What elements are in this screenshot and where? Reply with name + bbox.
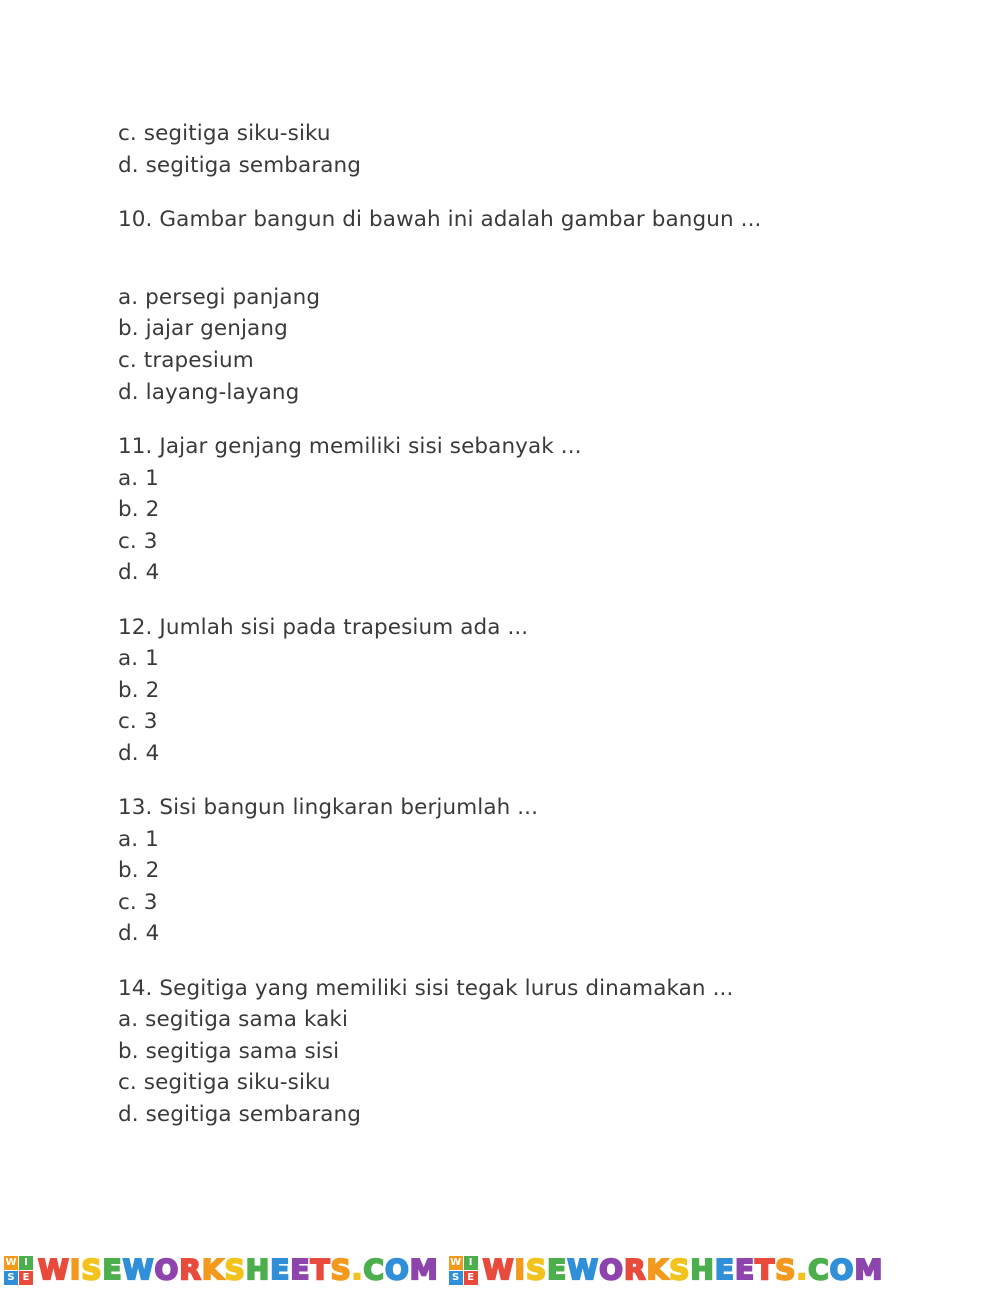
wordmark-letter: M [854, 1253, 884, 1286]
option-q10-d: d. layang-layang [118, 380, 300, 405]
wordmark-letter: E [714, 1253, 735, 1286]
question-10: 10. Gambar bangun di bawah ini adalah gambar bangun ... [118, 207, 762, 232]
option-q13-a: a. 1 [118, 827, 159, 852]
logo-tile: E [19, 1271, 33, 1285]
question-12: 12. Jumlah sisi pada trapesium ada ... [118, 615, 529, 640]
option-q11-b: b. 2 [118, 497, 160, 522]
option-q12-b: b. 2 [118, 678, 160, 703]
wordmark-letter: C [363, 1253, 385, 1286]
wordmark-letter: E [547, 1253, 568, 1286]
wordmark-letter: I [69, 1253, 82, 1286]
wordmark-letter: K [201, 1253, 225, 1286]
option-q13-c: c. 3 [118, 890, 158, 915]
wordmark-letter: I [514, 1253, 526, 1286]
brand-wordmark [38, 1253, 439, 1286]
option-q14-b: b. segitiga sama sisi [118, 1039, 340, 1064]
option-q9-d: d. segitiga sembarang [118, 153, 362, 178]
option-q12-a: a. 1 [118, 646, 159, 671]
brand-group [4, 1253, 439, 1286]
option-q13-d: d. 4 [118, 921, 160, 946]
option-q10-a: a. persegi panjang [118, 285, 321, 310]
brand-wordmark [482, 1253, 884, 1286]
logo-tile: S [4, 1271, 18, 1285]
wordmark-letter: S [224, 1253, 246, 1286]
wordmark-letter: T [755, 1253, 776, 1286]
wordmark-letter: H [245, 1253, 271, 1286]
wordmark-letter: E [270, 1253, 291, 1286]
option-q12-d: d. 4 [118, 741, 160, 766]
wordmark-letter: W [122, 1253, 155, 1286]
option-q10-c: c. trapesium [118, 348, 254, 373]
wordmark-letter: R [179, 1253, 202, 1286]
option-q14-d: d. segitiga sembarang [118, 1102, 362, 1127]
option-q14-c: c. segitiga siku-siku [118, 1070, 331, 1095]
option-q11-d: d. 4 [118, 560, 160, 585]
wordmark-letter: M [409, 1253, 439, 1286]
question-11: 11. Jajar genjang memiliki sisi sebanyak ... [118, 434, 582, 459]
wordmark-letter: O [154, 1253, 180, 1286]
option-q10-b: b. jajar genjang [118, 316, 288, 341]
question-13: 13. Sisi bangun lingkaran berjumlah ... [118, 795, 539, 820]
wordmark-letter: W [567, 1253, 600, 1286]
wordmark-letter: C [808, 1253, 830, 1286]
wordmark-letter: K [646, 1253, 670, 1286]
wordmark-letter: . [351, 1253, 364, 1286]
wordmark-letter: E [290, 1253, 311, 1286]
wordmark-letter: E [735, 1253, 756, 1286]
wordmark-letter: R [623, 1253, 647, 1286]
brand-group [449, 1253, 884, 1286]
brand-logo-icon [4, 1256, 33, 1285]
option-q11-c: c. 3 [118, 529, 158, 554]
logo-tile: W [450, 1256, 462, 1268]
wordmark-letter: S [81, 1253, 103, 1286]
wordmark-letter: O [384, 1253, 410, 1286]
wordmark-letter: O [829, 1253, 855, 1286]
wordmark-letter: W [38, 1253, 70, 1286]
wordmark-letter: E [102, 1253, 123, 1286]
option-q13-b: b. 2 [118, 858, 160, 883]
wordmark-letter: S [775, 1253, 797, 1286]
option-q9-c: c. segitiga siku-siku [118, 121, 331, 146]
option-q11-a: a. 1 [118, 466, 159, 491]
footer-watermark [0, 1252, 1000, 1288]
wordmark-letter: T [310, 1253, 331, 1286]
option-q12-c: c. 3 [118, 709, 158, 734]
wordmark-letter: S [330, 1253, 352, 1286]
worksheet-page [118, 0, 978, 1180]
logo-tile: I [464, 1256, 478, 1270]
wordmark-letter: O [599, 1253, 624, 1286]
wordmark-letter: . [796, 1253, 809, 1286]
wordmark-letter: W [482, 1253, 515, 1286]
option-q14-a: a. segitiga sama kaki [118, 1007, 349, 1032]
logo-tile: I [19, 1256, 33, 1270]
wordmark-letter: S [525, 1253, 548, 1286]
logo-tile: E [464, 1271, 478, 1285]
wordmark-letter: H [690, 1253, 715, 1286]
logo-tile: S [449, 1271, 463, 1285]
logo-tile: W [5, 1256, 17, 1268]
wordmark-letter: S [669, 1253, 691, 1286]
question-14: 14. Segitiga yang memiliki sisi tegak lurus dinamakan ... [118, 976, 734, 1001]
brand-logo-icon [449, 1256, 478, 1285]
